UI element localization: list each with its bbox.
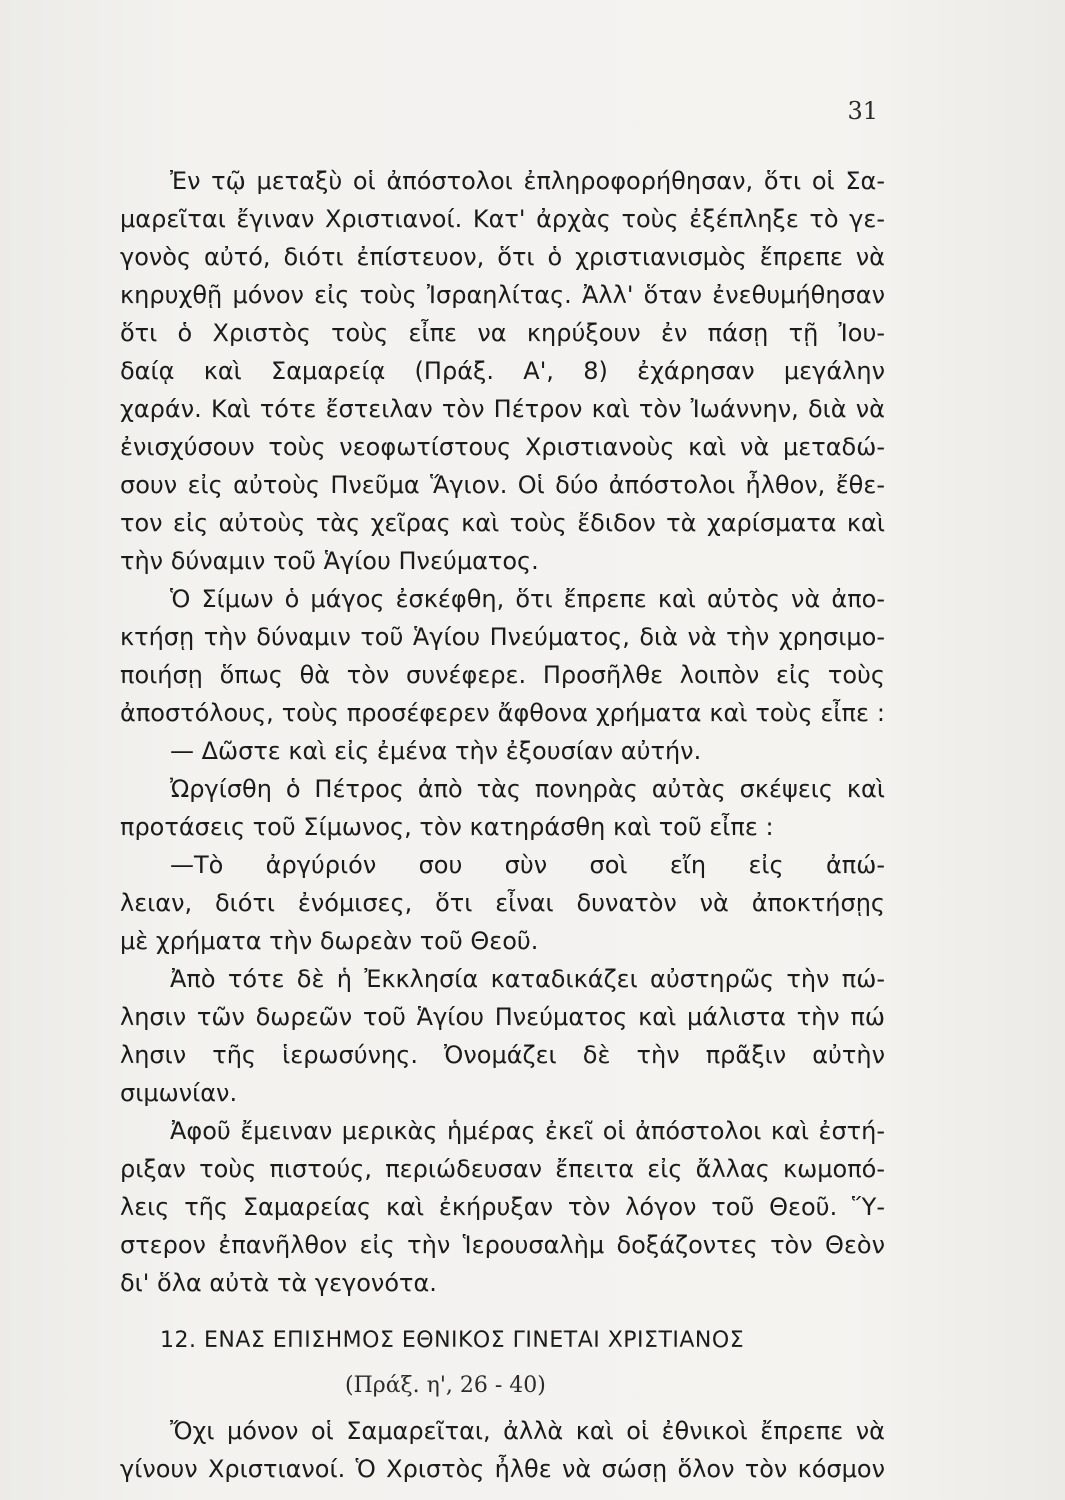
text-line: Ὁ Σίμων ὁ μάγος ἐσκέφθη, ὅτι ἔπρεπε καὶ αὐτὸς νὰ ἀπο- — [170, 585, 885, 613]
text-line: Ἐν τῷ μεταξὺ οἱ ἀπόστολοι ἐπληροφορήθησαν, ὅτι οἱ Σα- — [170, 167, 885, 195]
text-line: σιμωνίαν. — [120, 1079, 238, 1107]
text-line: στερον ἐπανῆλθον εἰς τὴν Ἱερουσαλὴμ δοξάζοντες τὸν Θεὸν — [120, 1231, 885, 1259]
text-line: κηρυχθῇ μόνον εἰς τοὺς Ἰσραηλίτας. Ἀλλ' ὅταν ἐνεθυμήθησαν — [120, 281, 885, 309]
text-line: ὅτι ὁ Χριστὸς τοὺς εἶπε να κηρύξουν ἐν πάσῃ τῇ Ἰου- — [120, 319, 885, 347]
text-line: μαρεῖται ἔγιναν Χριστιανοί. Κατ' ἀρχὰς τοὺς ἐξέπληξε τὸ γε- — [120, 205, 885, 233]
paragraph — [120, 1112, 885, 1302]
text-line: γονὸς αὐτό, διότι ἐπίστευον, ὅτι ὁ χριστιανισμὸς ἔπρεπε νὰ — [120, 243, 885, 271]
text-line: Ὄχι μόνον οἱ Σαμαρεῖται, ἀλλὰ καὶ οἱ ἐθνικοὶ ἔπρεπε νὰ — [170, 1417, 885, 1445]
paragraph — [120, 580, 885, 770]
text-line: δι' ὅλα αὐτὰ τὰ γεγονότα. — [120, 1269, 437, 1297]
text-line: λησιν τῆς ἱερωσύνης. Ὀνομάζει δὲ τὴν πρᾶξιν αὐτὴν — [120, 1041, 885, 1069]
section-gap — [120, 1302, 885, 1322]
text-line: Ὠργίσθη ὁ Πέτρος ἀπὸ τὰς πονηρὰς αὐτὰς σκέψεις καὶ — [170, 775, 885, 803]
paragraph — [120, 770, 885, 846]
text-line: — Δῶστε καὶ εἰς ἐμένα τὴν ἐξουσίαν αὐτήν. — [170, 737, 702, 765]
text-line: λησιν τῶν δωρεῶν τοῦ Ἁγίου Πνεύματος καὶ μάλιστα τὴν πώ — [120, 1003, 885, 1031]
text-line: προτάσεις τοῦ Σίμωνος, τὸν κατηράσθη καὶ τοῦ εἶπε : — [120, 813, 774, 841]
text-line: —Τὸ ἀργύριόν σου σὺν σοὶ εἴη εἰς ἀπώ- — [170, 851, 885, 879]
text-line: χαράν. Καὶ τότε ἔστειλαν τὸν Πέτρον καὶ τὸν Ἰωάννην, διὰ νὰ — [120, 395, 885, 423]
text-line: τὴν δύναμιν τοῦ Ἁγίου Πνεύματος. — [120, 547, 539, 575]
text-line: κτήσῃ τὴν δύναμιν τοῦ Ἁγίου Πνεύματος, διὰ νὰ τὴν χρησιμο- — [120, 623, 885, 651]
text-line: σουν εἰς αὐτοὺς Πνεῦμα Ἅγιον. Οἱ δύο ἀπόστολοι ἦλθον, ἔθε- — [120, 471, 885, 499]
text-line: ριξαν τοὺς πιστούς, περιώδευσαν ἔπειτα εἰς ἄλλας κωμοπό- — [120, 1155, 885, 1183]
text-line: τον εἰς αὐτοὺς τὰς χεῖρας καὶ τοὺς ἔδιδον τὰ χαρίσματα καὶ — [120, 509, 885, 537]
paragraphs — [120, 162, 885, 1302]
section-heading: 12. ΕΝΑΣ ΕΠΙΣΗΜΟΣ ΕΘΝΙΚΟΣ ΓΙΝΕΤΑΙ ΧΡΙΣΤΙΑΝΟΣ — [160, 1328, 745, 1353]
text-line: ἀποστόλους, τοὺς προσέφερεν ἄφθονα χρήματα καὶ τοὺς εἶπε : — [120, 699, 885, 727]
paragraph — [120, 162, 885, 580]
text-line: Ἀφοῦ ἔμειναν μερικὰς ἡμέρας ἐκεῖ οἱ ἀπόστολοι καὶ ἐστή- — [170, 1117, 885, 1145]
paragraph — [120, 846, 885, 960]
closing-paragraph — [120, 1412, 885, 1488]
page-number: 31 — [847, 97, 878, 125]
text-line: ἐνισχύσουν τοὺς νεοφωτίστους Χριστιανοὺς καὶ νὰ μεταδώ- — [120, 433, 885, 461]
text-line: δαίᾳ καὶ Σαμαρείᾳ (Πράξ. Α', 8) ἐχάρησαν μεγάλην — [120, 357, 885, 385]
text-line: γίνουν Χριστιανοί. Ὁ Χριστὸς ἦλθε νὰ σώσῃ ὅλον τὸν κόσμον — [120, 1455, 885, 1483]
text-line: λειαν, διότι ἐνόμισες, ὅτι εἶναι δυνατὸν νὰ ἀποκτήσῃς — [120, 889, 885, 917]
text-line: μὲ χρήματα τὴν δωρεὰν τοῦ Θεοῦ. — [120, 927, 539, 955]
text-line: λεις τῆς Σαμαρείας καὶ ἐκήρυξαν τὸν λόγον τοῦ Θεοῦ. Ὕ- — [120, 1193, 885, 1221]
section-reference: (Πράξ. η', 26 - 40) — [345, 1373, 546, 1398]
page-body — [120, 162, 885, 1488]
paragraph — [120, 960, 885, 1112]
text-line: ποιήσῃ ὅπως θὰ τὸν συνέφερε. Προσῆλθε λοιπὸν εἰς τοὺς — [120, 661, 885, 689]
text-line: Ἀπὸ τότε δὲ ἡ Ἐκκλησία καταδικάζει αὐστηρῶς τὴν πώ- — [170, 965, 885, 993]
